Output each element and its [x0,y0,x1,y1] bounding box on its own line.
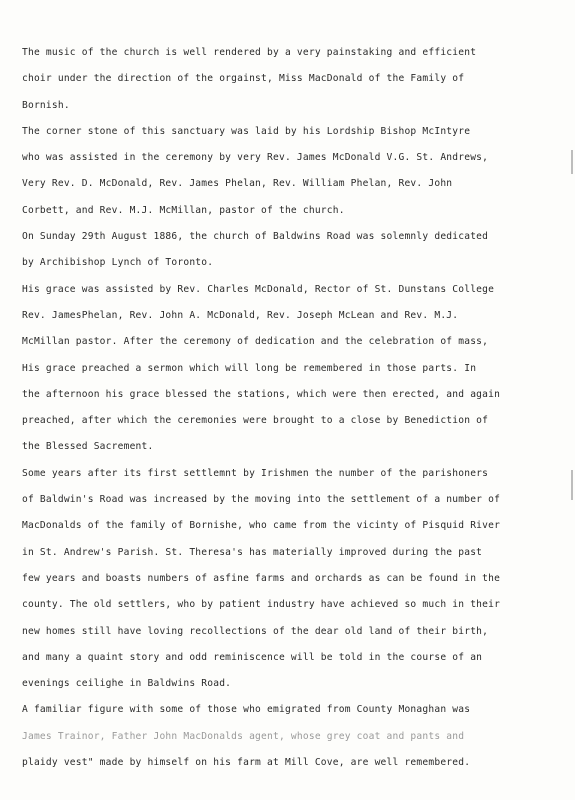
text-line: evenings ceilighe in Baldwins Road. [22,678,232,690]
text-line: the Blessed Sacrement. [22,441,154,453]
text-line: MacDonalds of the family of Bornishe, who came from the vicinty of Pisquid River [22,520,501,532]
scan-edge-mark [571,470,573,500]
text-line: who was assisted in the ceremony by very Rev. James McDonald V.G. St. Andrews, [22,152,489,164]
scan-edge-mark [571,150,573,174]
typed-text-body [22,40,562,776]
text-line: Bornish. [22,99,70,111]
text-line: A familiar figure with some of those who emigrated from County Monaghan was [22,704,471,716]
text-line: county. The old settlers, who by patient industry have achieved so much in their [22,599,501,611]
text-line: new homes still have loving recollections of the dear old land of their birth, [22,625,489,637]
text-line: On Sunday 29th August 1886, the church of Baldwins Road was solemnly dedicated [22,231,489,243]
text-line: choir under the direction of the orgainst, Miss MacDonald of the Family of [22,73,465,85]
text-line: in St. Andrew's Parish. St. Theresa's has materially improved during the past [22,546,483,558]
text-line: His grace preached a sermon which will long be remembered in those parts. In [22,362,477,374]
text-line: Some years after its first settlemnt by Irishmen the number of the parishoners [22,467,489,479]
text-line: of Baldwin's Road was increased by the moving into the settlement of a number of [22,494,501,506]
text-line: McMillan pastor. After the ceremony of dedication and the celebration of mass, [22,336,489,348]
text-line: preached, after which the ceremonies were brought to a close by Benediction of [22,415,489,427]
text-line: by Archibishop Lynch of Toronto. [22,257,214,269]
text-line: few years and boasts numbers of asfine farms and orchards as can be found in the [22,572,501,584]
text-line: Rev. JamesPhelan, Rev. John A. McDonald, Rev. Joseph McLean and Rev. M.J. [22,309,459,321]
text-line: His grace was assisted by Rev. Charles McDonald, Rector of St. Dunstans College [22,283,495,295]
text-line: The corner stone of this sanctuary was laid by his Lordship Bishop McIntyre [22,125,471,137]
text-line: the afternoon his grace blessed the stations, which were then erected, and again [22,388,501,400]
text-line: Corbett, and Rev. M.J. McMillan, pastor of the church. [22,204,345,216]
text-line: plaidy vest" made by himself on his farm at Mill Cove, are well remembered. [22,757,471,769]
text-line: Very Rev. D. McDonald, Rev. James Phelan, Rev. William Phelan, Rev. John [22,178,453,190]
text-line: and many a quaint story and odd reminiscence will be told in the course of an [22,651,483,663]
text-line-faded: James Trainor, Father John MacDonalds agent, whose grey coat and pants and [22,730,465,742]
text-line: The music of the church is well rendered by a very painstaking and efficient [22,47,477,58]
